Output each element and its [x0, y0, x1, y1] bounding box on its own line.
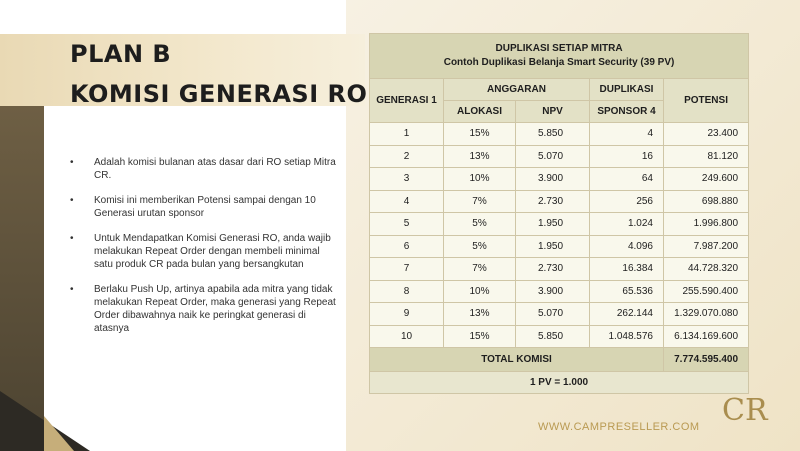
- cell-duplikasi: 1.024: [590, 213, 664, 236]
- table-row: [370, 303, 749, 326]
- pv-note: 1 PV = 1.000: [370, 372, 749, 394]
- table-row: [370, 280, 749, 303]
- cell-duplikasi: 16: [590, 145, 664, 168]
- table-row: [370, 190, 749, 213]
- cell-generasi: 9: [370, 303, 444, 326]
- cell-npv: 1.950: [516, 213, 590, 236]
- pv-row: [370, 372, 749, 394]
- cell-generasi: 3: [370, 168, 444, 191]
- table-row: [370, 325, 749, 348]
- header-potensi: POTENSI: [664, 79, 749, 123]
- corner-decor-accent: [44, 416, 74, 451]
- table-title-line2: Contoh Duplikasi Belanja Smart Security (39 PV): [443, 57, 675, 68]
- commission-table: [369, 33, 749, 394]
- cell-npv: 3.900: [516, 168, 590, 191]
- table-row: [370, 258, 749, 281]
- cell-potensi: 1.996.800: [664, 213, 749, 236]
- cell-npv: 5.070: [516, 145, 590, 168]
- table-title-line1: DUPLIKASI SETIAP MITRA: [495, 43, 623, 54]
- cell-npv: 2.730: [516, 258, 590, 281]
- cell-duplikasi: 1.048.576: [590, 325, 664, 348]
- total-label: TOTAL KOMISI: [370, 348, 664, 372]
- cell-potensi: 249.600: [664, 168, 749, 191]
- cell-alokasi: 15%: [444, 325, 516, 348]
- cell-potensi: 6.134.169.600: [664, 325, 749, 348]
- website-link[interactable]: WWW.CAMPRESELLER.COM: [538, 421, 700, 433]
- cell-alokasi: 13%: [444, 303, 516, 326]
- cell-alokasi: 10%: [444, 168, 516, 191]
- cell-npv: 5.070: [516, 303, 590, 326]
- bullet-item: • Adalah komisi bulanan atas dasar dari RO setiap Mitra CR.: [70, 156, 340, 182]
- page-subtitle: KOMISI GENERASI RO: [70, 80, 368, 108]
- total-row: [370, 348, 749, 372]
- cell-generasi: 7: [370, 258, 444, 281]
- cell-duplikasi: 65.536: [590, 280, 664, 303]
- cell-potensi: 44.728.320: [664, 258, 749, 281]
- header-alokasi: ALOKASI: [444, 101, 516, 123]
- header-generasi: GENERASI 1: [370, 79, 444, 123]
- header-npv: NPV: [516, 101, 590, 123]
- table-row: [370, 145, 749, 168]
- cell-potensi: 7.987.200: [664, 235, 749, 258]
- cell-alokasi: 5%: [444, 235, 516, 258]
- logo-letters: CR: [722, 393, 768, 428]
- table-title: [370, 34, 749, 79]
- cell-npv: 5.850: [516, 325, 590, 348]
- cell-npv: 1.950: [516, 235, 590, 258]
- cell-duplikasi: 64: [590, 168, 664, 191]
- bullet-item: • Berlaku Push Up, artinya apabila ada mitra yang tidak melakukan Repeat Order, maka generasi yang Repeat Order dibawahnya naik ke peringkat generasi di atasnya: [70, 283, 340, 335]
- cell-generasi: 1: [370, 123, 444, 146]
- cell-generasi: 2: [370, 145, 444, 168]
- cell-generasi: 8: [370, 280, 444, 303]
- cell-alokasi: 7%: [444, 190, 516, 213]
- cell-npv: 3.900: [516, 280, 590, 303]
- header-duplikasi: DUPLIKASI: [590, 79, 664, 101]
- cell-potensi: 1.329.070.080: [664, 303, 749, 326]
- cell-potensi: 23.400: [664, 123, 749, 146]
- bullet-list: [70, 156, 340, 347]
- cell-duplikasi: 256: [590, 190, 664, 213]
- cell-potensi: 698.880: [664, 190, 749, 213]
- bullet-item: • Komisi ini memberikan Potensi sampai dengan 10 Generasi urutan sponsor: [70, 194, 340, 220]
- total-value: 7.774.595.400: [664, 348, 749, 372]
- table-row: [370, 213, 749, 236]
- cell-generasi: 10: [370, 325, 444, 348]
- table-row: [370, 168, 749, 191]
- cell-potensi: 255.590.400: [664, 280, 749, 303]
- cell-alokasi: 5%: [444, 213, 516, 236]
- cell-duplikasi: 4: [590, 123, 664, 146]
- cell-npv: 5.850: [516, 123, 590, 146]
- cell-duplikasi: 4.096: [590, 235, 664, 258]
- page-title: PLAN B: [70, 40, 172, 68]
- bullet-item: • Untuk Mendapatkan Komisi Generasi RO, anda wajib melakukan Repeat Order dengan membeli minimal satu produk CR pada bulan yang bersangkutan: [70, 232, 340, 271]
- cell-duplikasi: 16.384: [590, 258, 664, 281]
- cell-generasi: 6: [370, 235, 444, 258]
- cell-alokasi: 15%: [444, 123, 516, 146]
- cell-generasi: 4: [370, 190, 444, 213]
- brand-logo: [718, 393, 768, 439]
- header-sponsor: SPONSOR 4: [590, 101, 664, 123]
- cell-duplikasi: 262.144: [590, 303, 664, 326]
- header-anggaran: ANGGARAN: [444, 79, 590, 101]
- table-row: [370, 123, 749, 146]
- cell-generasi: 5: [370, 213, 444, 236]
- table-row: [370, 235, 749, 258]
- cell-npv: 2.730: [516, 190, 590, 213]
- cell-potensi: 81.120: [664, 145, 749, 168]
- cell-alokasi: 13%: [444, 145, 516, 168]
- cell-alokasi: 10%: [444, 280, 516, 303]
- cell-alokasi: 7%: [444, 258, 516, 281]
